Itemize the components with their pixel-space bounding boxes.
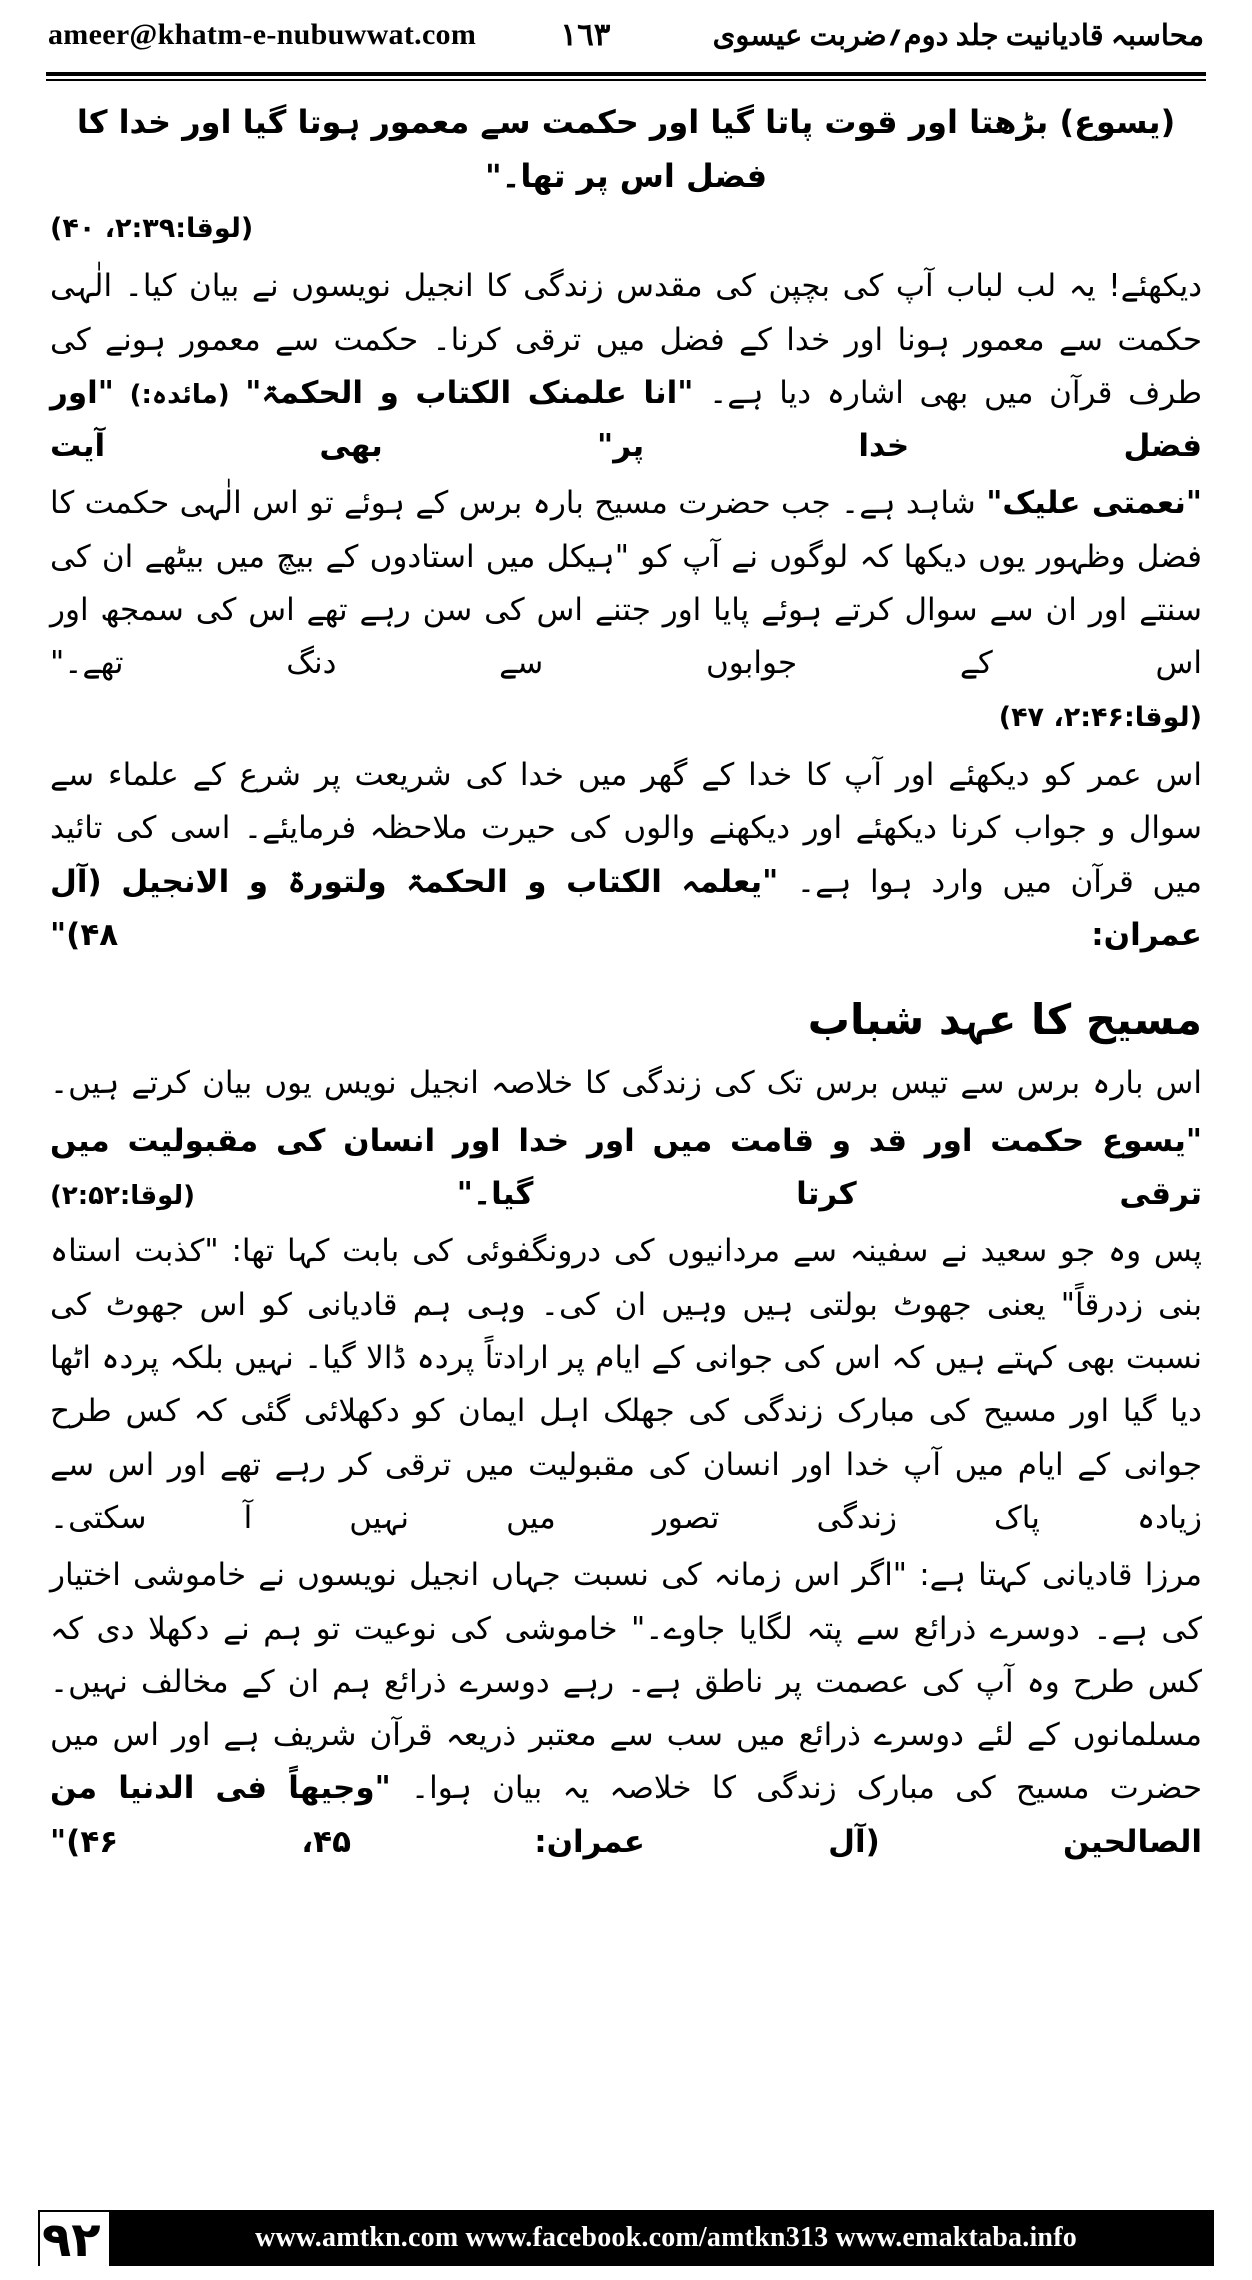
paragraph-1-arabic: "انا علمنک الکتاب و الحکمۃ" [245, 374, 694, 411]
header-divider-thick [46, 72, 1206, 76]
footer-page-number: ۹۲ [40, 2212, 109, 2270]
header-page-number: ١٦٣ [560, 17, 611, 52]
paragraph-2 [50, 477, 1202, 690]
page-footer [0, 2192, 1252, 2280]
paragraph-4: اس بارہ برس سے تیس برس تک کی زندگی کا خلاصہ انجیل نویس یوں بیان کرتے ہیں۔ [50, 1065, 1202, 1102]
paragraph-5-quote: "یسوع حکمت اور قد و قامت میں اور خدا اور انسان کی مقبولیت میں ترقی کرتا گیا۔" [50, 1122, 1202, 1213]
paragraph-7-text: مرزا قادیانی کہتا ہے: "اگر اس زمانہ کی نسبت جہاں انجیل نویسوں نے خاموشی اختیار کی ہے۔ دوسرے ذرائع سے پتہ لگایا جاوے۔" خاموشی کی نوعیت تو ہم نے دکھلا دی کہ کس طرح وہ آپ کی عصمت پر ناطق ہے۔ رہے دوسرے ذرائع ہم ان کے مخالف نہیں۔ مسلمانوں کے لئے دوسرے ذرائع میں سب سے معتبر ذریعہ قرآن شریف ہے اور اس میں حضرت مسیح کی مبارک زندگی کا خلاصہ یہ بیان ہوا۔ [50, 1557, 1203, 1807]
paragraph-7-arabic: "وجیھاً فی الدنیا من الصالحین (آل عمران: ۴۵، ۴۶)" [50, 1770, 1202, 1860]
footer-links-bar [38, 2210, 1214, 2266]
paragraph-6: پس وہ جو سعید نے سفینہ سے مردانیوں کی درونگفوئی کی بابت کہا تھا: "کذبت استاہ بنی زدرقاً" یعنی جھوٹ بولتی ہیں وہیں ان کی۔ وہی ہم قادیانی کو اس جھوٹ کی نسبت بھی کہتے ہیں کہ اس کی جوانی کے ایام پر ارادتاً پردہ ڈالا گیا۔ نہیں بلکہ پردہ اٹھا دیا گیا اور مسیح کی مبارک زندگی کی جھلک اہل ایمان کو دکھلائی گئی کہ کس طرح جوانی کے ایام میں آپ خدا اور انسان کی مقبولیت میں ترقی کر رہے تھے اور اس سے زیادہ پاک زندگی تصور میں نہیں آ سکتی۔ [50, 1233, 1202, 1536]
paragraph-2-text: شاہد ہے۔ جب حضرت مسیح بارہ برس کے ہوئے تو اس الٰہی حکمت کا فضل وظہور یوں دیکھا کہ لوگوں نے آپ کو "ہیکل میں استادوں کے بیچ میں بیٹھے ان کی سنتے اور ان سے سوال کرتے ہوئے پایا اور جتنے اس کی سن رہے تھے اس کی سمجھ اور اس کے جوابوں سے دنگ تھے۔" [50, 485, 1202, 682]
footer-links[interactable]: www.amtkn.com www.facebook.com/amtkn313 www.emaktaba.info [255, 2222, 1077, 2253]
paragraph-1 [50, 260, 1202, 473]
paragraph-2-reference: (لوقا:۲:۴۶، ۴۷) [998, 701, 1202, 733]
paragraph-7 [50, 1549, 1202, 1869]
page-content [38, 81, 1214, 1869]
header-book-title: محاسبہ قادیانیت جلد دوم؍ضربت عیسوی [712, 19, 1204, 52]
paragraph-5 [50, 1115, 1202, 1222]
paragraph-5-reference: (لوقا:۲:۵۲) [50, 1181, 196, 1212]
opening-quote: (یسوع) بڑھتا اور قوت پاتا گیا اور حکمت سے معمور ہوتا گیا اور خدا کا فضل اس پر تھا۔" [76, 103, 1176, 196]
paragraph-3 [50, 749, 1202, 962]
page-header [38, 0, 1214, 70]
paragraph-1-text: دیکھئے! یہ لب لباب آپ کی بچپن کی مقدس زندگی کا انجیل نویسوں نے بیان کیا۔ الٰہی حکمت سے معمور ہونا اور خدا کے فضل میں ترقی کرنا۔ حکمت سے معمور ہونے کی طرف قرآن میں بھی اشارہ دیا ہے۔ [50, 268, 1203, 411]
header-email: ameer@khatm-e-nubuwwat.com [48, 18, 477, 51]
paragraph-3-arabic: "یعلمہ الکتاب و الحکمۃ ولتورۃ و الانجیل (آل عمران: ۴۸)" [50, 863, 1202, 954]
paragraph-2-arabic: "نعمتی علیک" [986, 485, 1202, 522]
opening-reference: (لوقا:۲:۳۹، ۴۰) [50, 212, 254, 244]
paragraph-3-text: اس عمر کو دیکھئے اور آپ کا خدا کے گھر میں خدا کی شریعت پر شرع کے علماء سے سوال و جواب کرنا دیکھئے اور دیکھنے والوں کی حیرت ملاحظہ فرمایئے۔ اسی کی تائید میں قرآن میں وارد ہوا ہے۔ [50, 757, 1202, 900]
paragraph-1-inline-ref: (مائدہ:) [129, 379, 230, 410]
section-heading: مسیح کا عہد شباب [807, 995, 1202, 1045]
paragraph-1-continued: "اور فضل خدا پر" بھی آیت [50, 374, 1202, 465]
